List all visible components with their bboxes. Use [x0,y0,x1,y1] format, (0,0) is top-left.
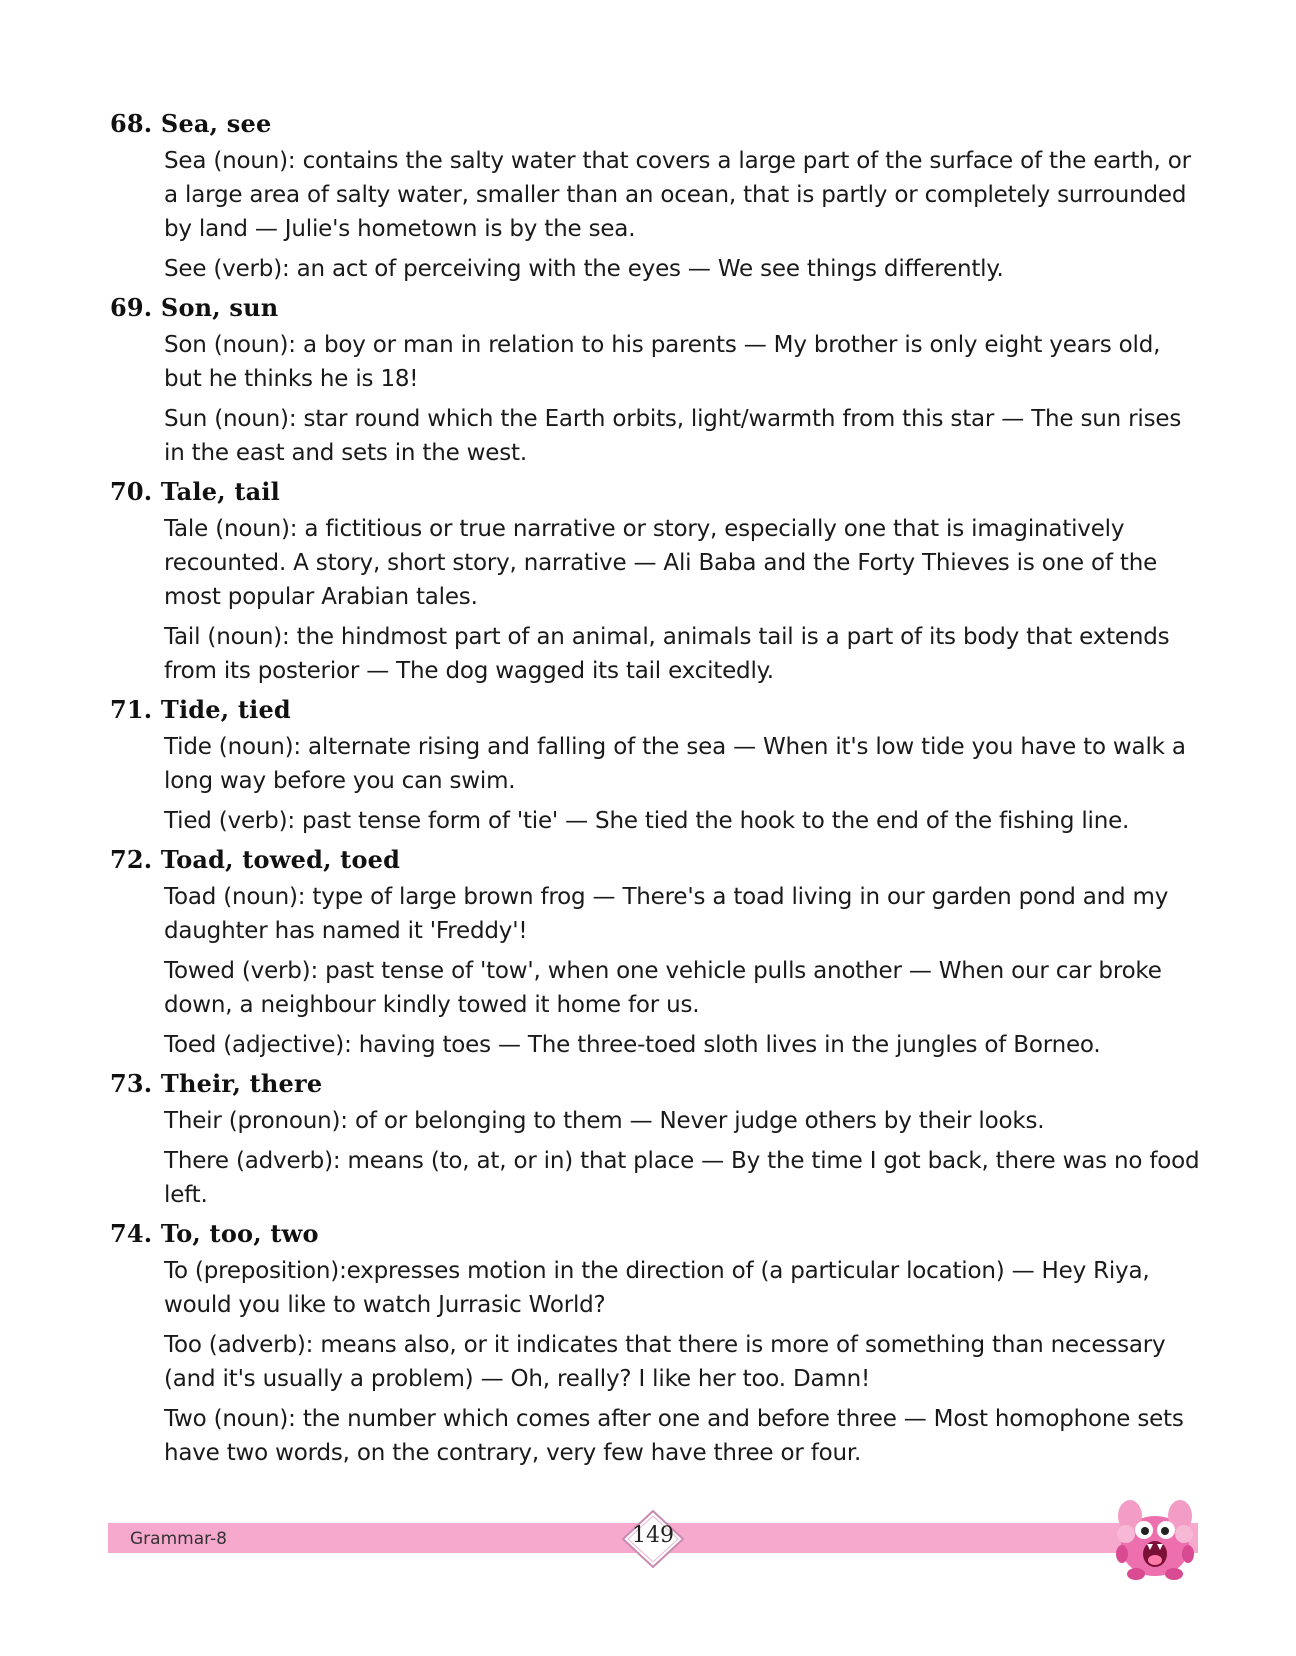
definition: Tail (noun): the hindmost part of an animal, animals tail is a part of its body that extends from its posterior — The dog wagged its tail excitedly. [164,624,1170,684]
entry-heading: 69. Son, sun [110,293,279,322]
definition: Toed (adjective): having toes — The three-toed sloth lives in the jungles of Borneo. [164,1032,1101,1058]
entry [110,108,1200,286]
entry-heading: 68. Sea, see [110,109,272,138]
entry-heading: 71. Tide, tied [110,695,291,724]
definition: Towed (verb): past tense of 'tow', when one vehicle pulls another — When our car broke down, a neighbour kindly towed it home for us. [164,958,1162,1018]
monster-mascot-icon [1108,1490,1202,1584]
entry-heading: 74. To, too, two [110,1219,319,1248]
definition: Son (noun): a boy or man in relation to his parents — My brother is only eight years old, but he thinks he is 18! [164,332,1161,392]
entry [110,1068,1200,1212]
entry [110,292,1200,470]
definition: There (adverb): means (to, at, or in) that place — By the time I got back, there was no food left. [164,1148,1200,1208]
definition: Tied (verb): past tense form of 'tie' — She tied the hook to the end of the fishing line. [164,808,1130,834]
entry-heading: 73. Their, there [110,1069,323,1098]
homophone-list [110,108,1200,1476]
definition: Toad (noun): type of large brown frog — There's a toad living in our garden pond and my daughter has named it 'Freddy'! [164,884,1169,944]
book-title: Grammar-8 [130,1529,227,1549]
definition: Two (noun): the number which comes after one and before three — Most homophone sets have two words, on the contrary, very few have three or four. [164,1406,1184,1466]
definition: Their (pronoun): of or belonging to them — Never judge others by their looks. [164,1108,1045,1134]
entry [110,1218,1200,1470]
entry [110,694,1200,838]
definition: Tide (noun): alternate rising and falling of the sea — When it's low tide you have to walk a long way before you can swim. [164,734,1186,794]
entry [110,844,1200,1062]
definition: Too (adverb): means also, or it indicates that there is more of something than necessary (and it's usually a problem) — Oh, really? I like her too. Damn! [164,1332,1166,1392]
definition: Sea (noun): contains the salty water that covers a large part of the surface of the earth, or a large area of salty water, smaller than an ocean, that is partly or completely surrounded by land — Julie's hometown is by the sea. [164,148,1191,242]
definition: Sun (noun): star round which the Earth orbits, light/warmth from this star — The sun rises in the east and sets in the west. [164,406,1182,466]
entry-heading: 70. Tale, tail [110,477,280,506]
definition: To (preposition):expresses motion in the direction of (a particular location) — Hey Riya, would you like to watch Jurrasic World? [164,1258,1150,1318]
entry [110,476,1200,688]
definition: See (verb): an act of perceiving with the eyes — We see things differently. [164,256,1004,282]
page-number: 149 [632,1523,674,1548]
definition: Tale (noun): a fictitious or true narrative or story, especially one that is imaginatively recounted. A story, short story, narrative — Ali Baba and the Forty Thieves is one of the most popular Arabian tales. [164,516,1158,610]
entry-heading: 72. Toad, towed, toed [110,845,401,874]
